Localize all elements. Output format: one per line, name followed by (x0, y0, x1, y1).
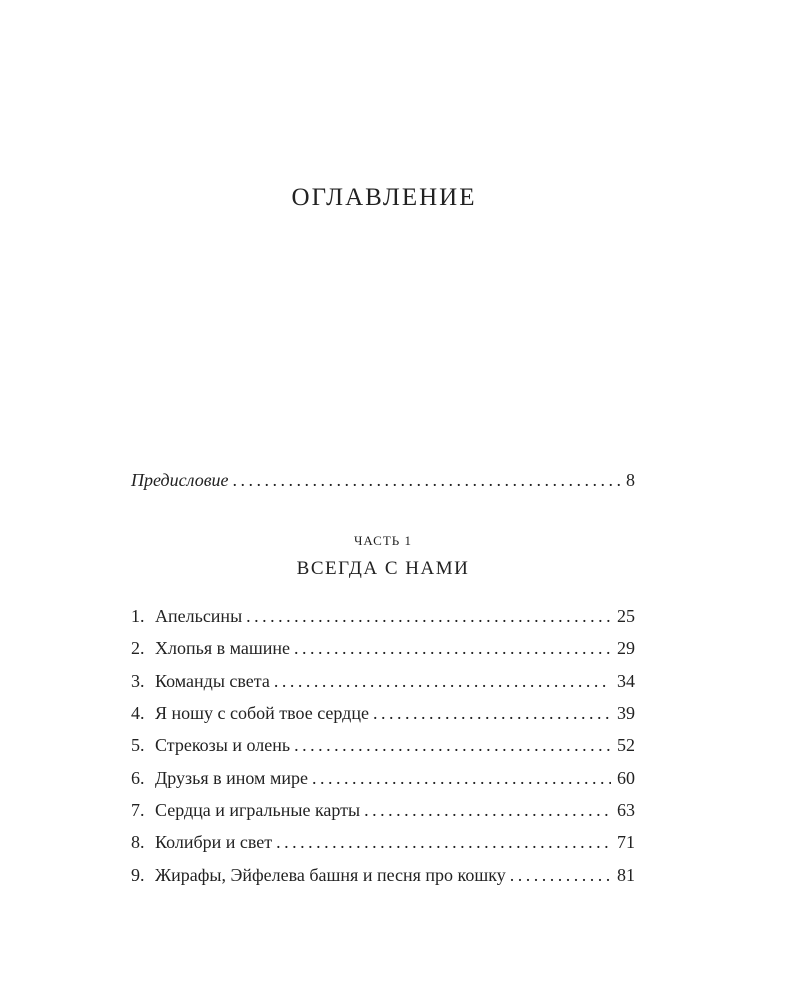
toc-entry-page: 39 (617, 703, 635, 723)
toc-entry-label: Команды света (155, 671, 270, 691)
dot-leader (233, 468, 620, 492)
toc-entry-chapter-2[interactable] (131, 636, 635, 660)
toc-entry-number: 8. (131, 832, 145, 852)
toc-entry-page: 8 (626, 470, 635, 490)
toc-entry-chapter-1[interactable] (131, 604, 635, 628)
toc-entry-label: Апельсины (155, 606, 243, 626)
toc-entry-page: 25 (617, 606, 635, 626)
toc-entry-page: 71 (617, 832, 635, 852)
toc-entry-preface[interactable] (131, 468, 635, 492)
toc-entry-number: 5. (131, 735, 145, 755)
toc-entry-number: 6. (131, 768, 145, 788)
toc-entry-chapter-7[interactable] (131, 798, 635, 822)
toc-entry-label: Стрекозы и олень (155, 735, 291, 755)
part-label: ЧАСТЬ 1 (353, 533, 413, 548)
page-title: ОГЛАВЛЕНИЕ (291, 184, 477, 211)
toc-entry-number: 3. (131, 671, 145, 691)
dot-leader (373, 701, 611, 725)
toc-entry-chapter-6[interactable] (131, 766, 635, 790)
dot-leader (312, 766, 611, 790)
toc-entry-page: 52 (617, 735, 635, 755)
toc-entry-label: Жирафы, Эйфелева башня и песня про кошку (155, 865, 506, 885)
part-title: ВСЕГДА С НАМИ (296, 558, 470, 579)
toc-entry-number: 2. (131, 638, 145, 658)
toc-entry-chapter-5[interactable] (131, 733, 635, 757)
dot-leader (510, 863, 611, 887)
toc-entry-chapter-4[interactable] (131, 701, 635, 725)
toc-entry-chapter-3[interactable] (131, 669, 635, 693)
toc-entry-page: 63 (617, 800, 635, 820)
toc-entry-number: 7. (131, 800, 145, 820)
toc-entry-label: Предисловие (131, 470, 229, 490)
toc-entry-chapter-8[interactable] (131, 830, 635, 854)
toc-entry-number: 9. (131, 865, 145, 885)
toc-entry-chapter-9[interactable] (131, 863, 635, 887)
toc-entry-number: 1. (131, 606, 145, 626)
toc-entry-number: 4. (131, 703, 145, 723)
toc-entry-page: 81 (617, 865, 635, 885)
dot-leader (294, 636, 611, 660)
dot-leader (274, 669, 611, 693)
toc-entry-page: 29 (617, 638, 635, 658)
toc-entry-page: 34 (617, 671, 635, 691)
toc-entry-label: Хлопья в машине (155, 638, 290, 658)
toc-entry-page: 60 (617, 768, 635, 788)
toc-entry-label: Колибри и свет (155, 832, 273, 852)
toc-entry-label: Я ношу с собой твое сердце (155, 703, 369, 723)
toc-entry-label: Друзья в ином мире (155, 768, 308, 788)
dot-leader (294, 733, 611, 757)
dot-leader (364, 798, 611, 822)
dot-leader (276, 830, 611, 854)
toc-entry-label: Сердца и игральные карты (155, 800, 361, 820)
dot-leader (246, 604, 611, 628)
